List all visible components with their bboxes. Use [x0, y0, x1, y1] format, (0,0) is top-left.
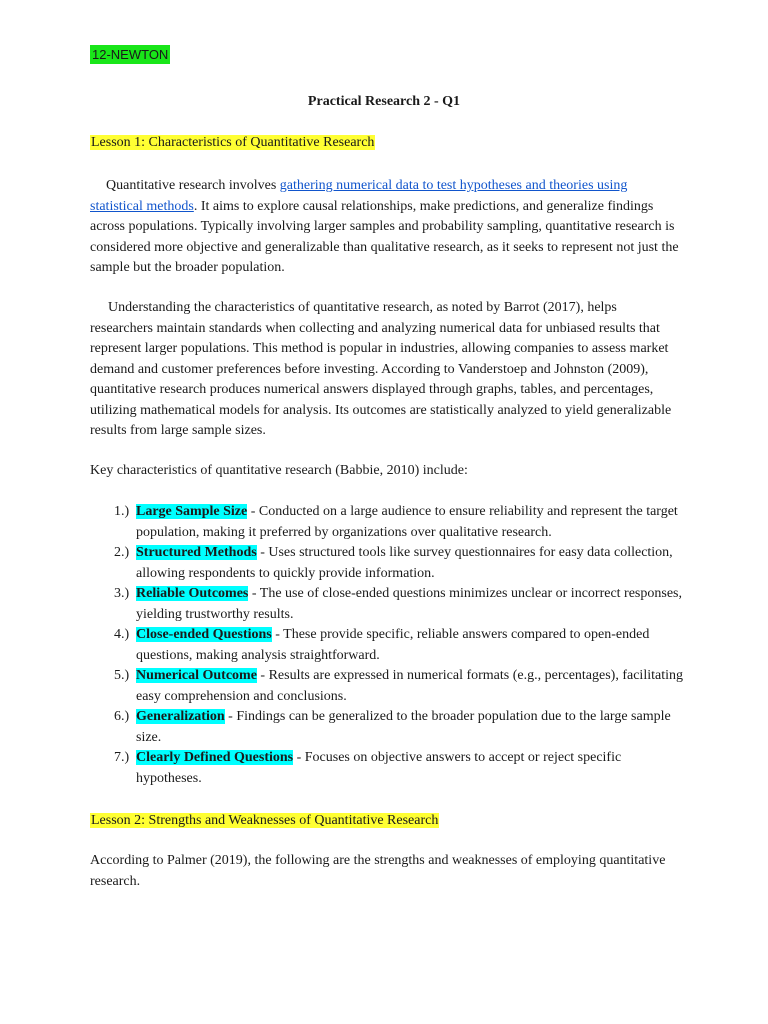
list-item	[90, 502, 690, 543]
list-item-description: - Focuses on objective answers to accept or reject specific hypotheses.	[136, 750, 622, 786]
lesson-2-heading-text: Lesson 2: Strengths and Weaknesses of Quantitative Research	[91, 813, 439, 828]
characteristics-list-intro: Key characteristics of quantitative research (Babbie, 2010) include:	[90, 463, 468, 478]
paragraph-lead-text: Quantitative research involves	[106, 178, 280, 193]
list-item	[90, 707, 690, 748]
lesson-2-paragraph-1: According to Palmer (2019), the following are the strengths and weaknesses of employing quantitative research.	[90, 853, 666, 889]
list-item-term: Reliable Outcomes	[136, 586, 249, 601]
list-item-description: - Uses structured tools like survey questionnaires for easy data collection, allowing respondents to quickly provide information.	[136, 545, 673, 581]
lesson-1-heading	[90, 134, 375, 152]
list-item	[90, 543, 690, 584]
lesson-2-heading	[90, 812, 439, 830]
list-item-number: 4.)	[114, 627, 130, 642]
lesson-1-paragraph-2: Understanding the characteristics of quantitative research, as noted by Barrot (2017), helps researchers maintain standards when collecting and analyzing numerical data for unbiased results that represent larger populations. This method is popular in industries, allowing companies to assess market demand and customer preferences before investing. According to Vanderstoep and Johnston (2009), quantitative research produces numerical answers displayed through graphs, tables, and percentages, utilizing mathematical models for analysis. Its outcomes are statistically analyzed to yield generalizable results from large sample sizes.	[90, 300, 672, 438]
list-item-term: Numerical Outcome	[136, 668, 257, 683]
list-item-number: 6.)	[114, 709, 130, 724]
list-item-term: Large Sample Size	[136, 504, 248, 519]
list-item-term: Generalization	[136, 709, 225, 724]
list-item-description: - Results are expressed in numerical formats (e.g., percentages), facilitating easy comprehension and conclusions.	[136, 668, 683, 704]
list-item-description: - Conducted on a large audience to ensure reliability and represent the target population, making it preferred by organizations over qualitative research.	[136, 504, 678, 540]
list-item-description: - These provide specific, reliable answers compared to open-ended questions, making analysis straightforward.	[136, 627, 650, 663]
document-title: Practical Research 2 - Q1	[307, 94, 461, 109]
list-item-description: - Findings can be generalized to the broader population due to the large sample size.	[136, 709, 671, 745]
characteristics-list	[90, 502, 690, 789]
list-item-term: Structured Methods	[136, 545, 257, 560]
list-item-number: 3.)	[114, 586, 130, 601]
list-item-number: 1.)	[114, 504, 130, 519]
lesson-1-heading-text: Lesson 1: Characteristics of Quantitative Research	[91, 135, 375, 150]
lesson-1-paragraph-1	[90, 176, 682, 279]
paragraph-rest-text: . It aims to explore causal relationships, make predictions, and generalize findings across populations. Typically involving larger samples and probability sampling, quantitative research is considered more objective and generalizable than qualitative research, as it seeks to represent not just the sample but the broader population.	[90, 198, 679, 275]
list-item-description: - The use of close-ended questions minimizes unclear or incorrect responses, yielding trustworthy results.	[136, 586, 682, 622]
statistical-methods-link[interactable]: gathering numerical data to test hypotheses and theories using statistical methods	[90, 178, 628, 214]
list-item-number: 2.)	[114, 545, 130, 560]
list-item	[90, 666, 690, 707]
list-item	[90, 748, 690, 789]
list-item-term: Close-ended Questions	[136, 627, 272, 642]
list-item	[90, 625, 690, 666]
list-item-number: 7.)	[114, 750, 130, 765]
list-item	[90, 584, 690, 625]
list-item-number: 5.)	[114, 668, 130, 683]
class-section-tag: 12-NEWTON	[92, 47, 169, 62]
list-item-term: Clearly Defined Questions	[136, 750, 294, 765]
